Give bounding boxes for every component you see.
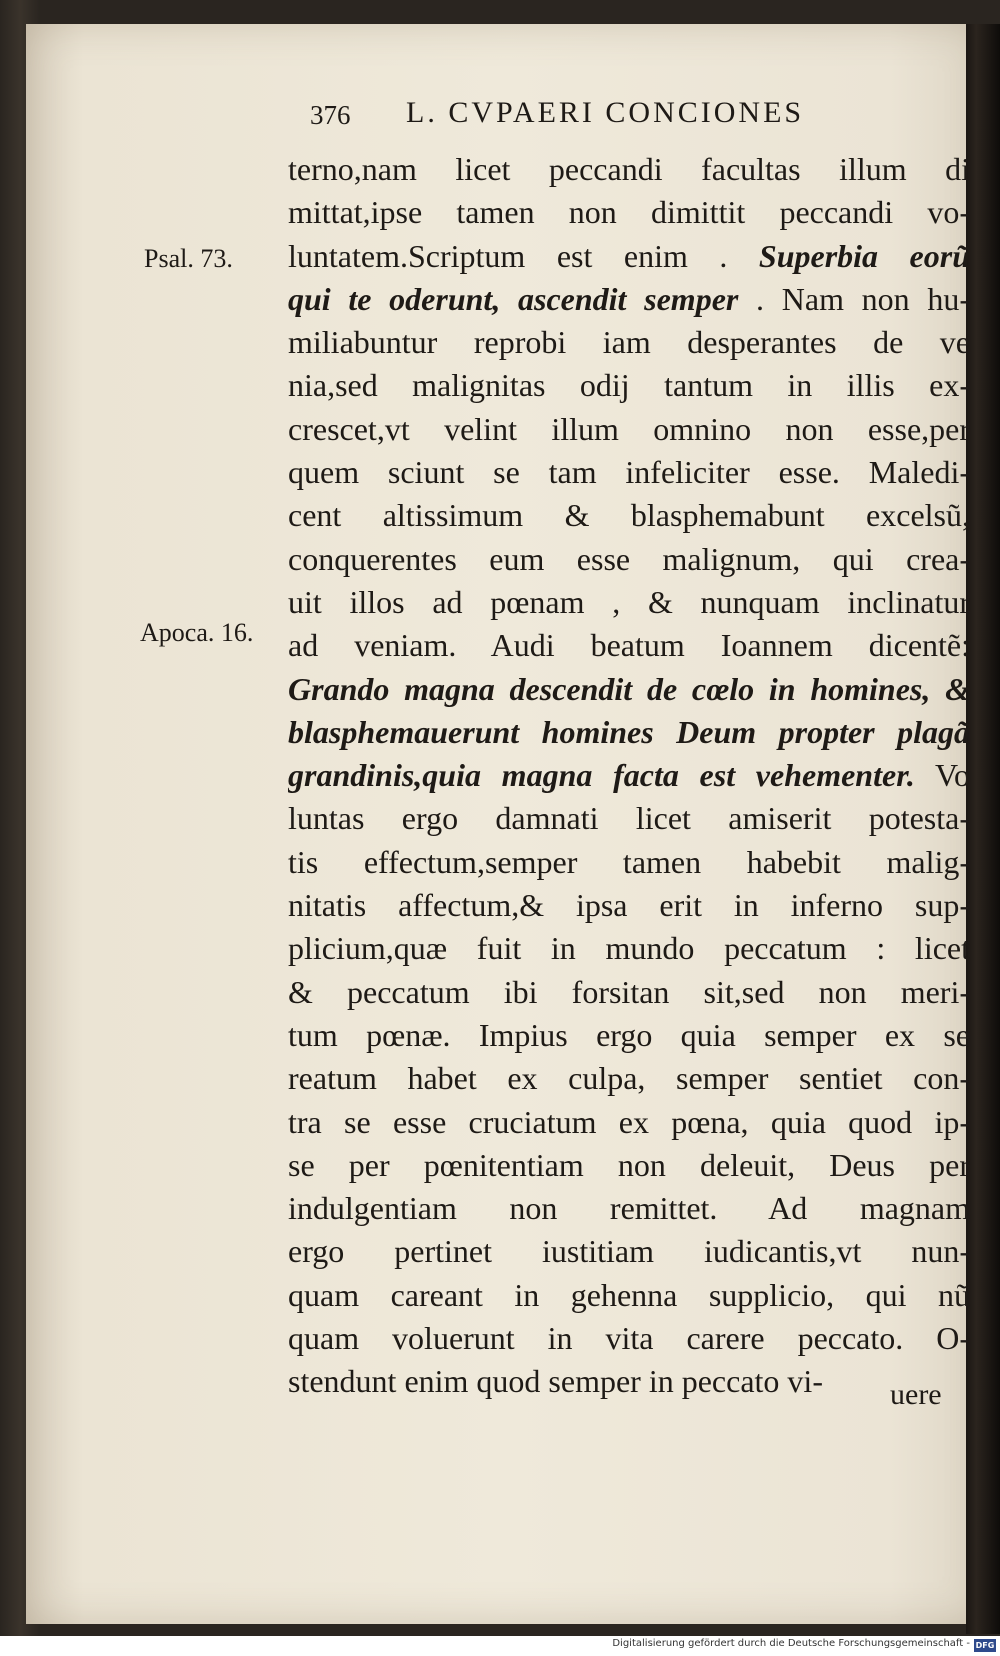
text-line	[288, 668, 970, 711]
text-line	[288, 235, 970, 278]
text-segment: indulgentiam non remittet. Ad magnam	[288, 1190, 970, 1227]
text-segment: nitatis affectum,& ipsa erit in inferno sup-	[288, 887, 970, 924]
page-number: 376	[310, 100, 351, 130]
text-segment: crescet,vt velint illum omnino non esse,per	[288, 410, 970, 447]
text-line	[288, 884, 970, 927]
text-line	[288, 1187, 970, 1230]
margin-note-psalm: Psal. 73.	[144, 244, 233, 273]
text-segment: stendunt enim quod semper in peccato vi-	[288, 1363, 823, 1400]
text-segment: uit illos ad pœnam , & nunquam inclinatur	[288, 583, 970, 620]
text-line	[288, 1230, 970, 1273]
footer-credit: Digitalisierung gefördert durch die Deutsche Forschungsgemeinschaft -	[612, 1638, 970, 1649]
text-line	[288, 148, 970, 191]
body-text	[288, 148, 970, 1404]
text-line	[288, 581, 970, 624]
text-line	[288, 797, 970, 840]
italic-quote: qui te oderunt, ascendit semper	[288, 280, 739, 317]
text-line	[288, 1057, 970, 1100]
text-line	[288, 624, 970, 667]
text-segment: tum pœnæ. Impius ergo quia semper ex se	[288, 1016, 970, 1053]
text-segment: & peccatum ibi forsitan sit,sed non meri-	[288, 973, 970, 1010]
text-segment: tis effectum,semper tamen habebit malig-	[288, 843, 970, 880]
text-line	[288, 191, 970, 234]
text-line	[288, 278, 970, 321]
catchword: uere	[890, 1378, 942, 1411]
text-line	[288, 321, 970, 364]
italic-quote: grandinis,quia magna facta est vehementer.	[288, 757, 915, 794]
text-line	[288, 711, 970, 754]
text-line	[288, 1144, 970, 1187]
text-segment: luntatem.Scriptum est enim .	[288, 237, 759, 274]
text-segment: se per pœnitentiam non deleuit, Deus per	[288, 1146, 970, 1183]
digitization-footer	[0, 1636, 1000, 1656]
text-line	[288, 971, 970, 1014]
text-segment: . Nam non hu-	[738, 280, 970, 317]
dfg-logo: DFG	[975, 1641, 995, 1650]
text-line	[288, 1360, 970, 1403]
text-line	[288, 408, 970, 451]
italic-quote: Superbia eorũ	[758, 237, 970, 274]
italic-quote: Grando magna descendit de cœlo in homines, &	[288, 670, 970, 707]
running-title: L. CVPAERI CONCIONES	[406, 96, 805, 129]
text-line	[288, 451, 970, 494]
italic-quote: blasphemauerunt homines Deum propter plagã	[288, 713, 970, 750]
text-line	[288, 364, 970, 407]
text-segment: ad veniam. Audi beatum Ioannem dicentẽ:	[288, 627, 970, 664]
page-header	[310, 96, 900, 140]
text-segment: terno,nam licet peccandi facultas illum di	[288, 151, 970, 187]
margin-note-apocalypse: Apoca. 16.	[140, 618, 254, 647]
text-segment: quem sciunt se tam infeliciter esse. Maledi-	[288, 454, 970, 491]
text-line	[288, 494, 970, 537]
text-line	[288, 841, 970, 884]
text-segment: mittat,ipse tamen non dimittit peccandi vo-	[288, 194, 970, 231]
text-line	[288, 1101, 970, 1144]
text-line	[288, 754, 970, 797]
text-segment: miliabuntur reprobi iam desperantes de ve	[288, 324, 970, 361]
text-segment: reatum habet ex culpa, semper sentiet con-	[288, 1060, 970, 1097]
text-segment: nia,sed malignitas odij tantum in illis ex-	[288, 367, 970, 404]
text-line	[288, 538, 970, 581]
text-segment: conquerentes eum esse malignum, qui crea-	[288, 540, 970, 577]
text-segment: Vo	[914, 757, 970, 794]
text-segment: cent altissimum & blasphemabunt excelsũ,	[288, 497, 970, 534]
text-line	[288, 927, 970, 970]
text-segment: ergo pertinet iustitiam iudicantis,vt nun-	[288, 1233, 970, 1270]
text-segment: tra se esse cruciatum ex pœna, quia quod ip-	[288, 1103, 970, 1140]
book-edge	[966, 24, 1000, 1634]
text-line	[288, 1274, 970, 1317]
text-segment: quam voluerunt in vita carere peccato. O-	[288, 1320, 970, 1357]
text-line	[288, 1317, 970, 1360]
text-segment: plicium,quæ fuit in mundo peccatum : licet	[288, 930, 970, 967]
text-segment: quam careant in gehenna supplicio, qui nũ	[288, 1276, 970, 1313]
text-line	[288, 1014, 970, 1057]
text-segment: luntas ergo damnati licet amiserit potesta-	[288, 800, 970, 837]
